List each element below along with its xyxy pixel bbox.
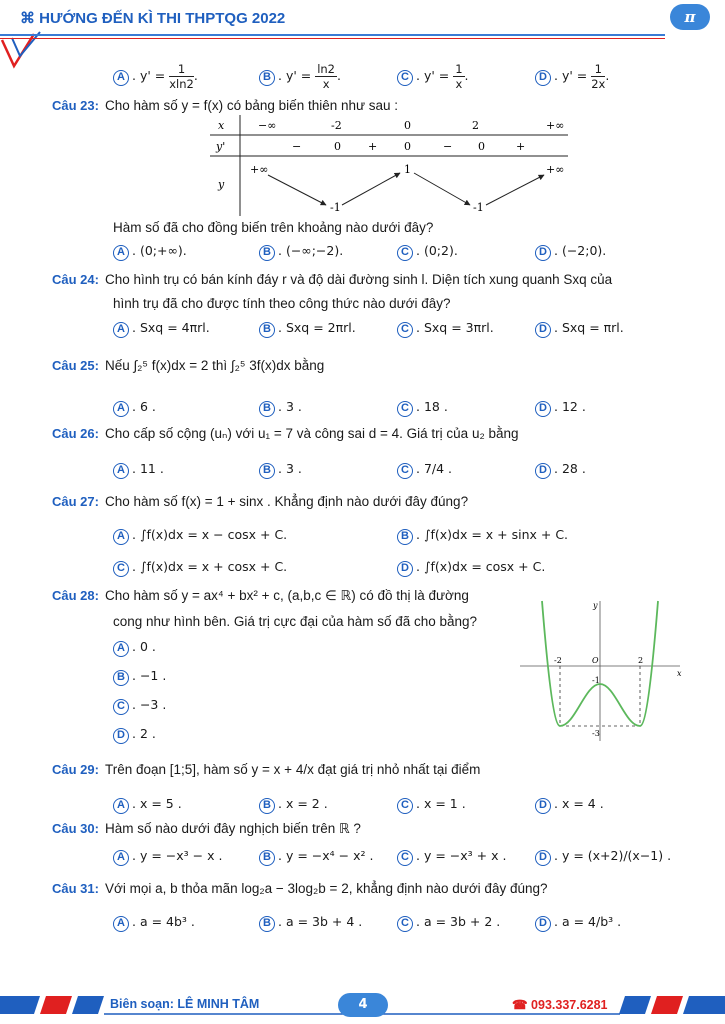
q31-option-c[interactable]: C . a = 3b + 2 . [397, 914, 500, 932]
q31-option-b[interactable]: B . a = 3b + 4 . [259, 914, 362, 932]
question-text: cong như hình bên. Giá trị cực đại của hàm số đã cho bằng? [113, 614, 478, 629]
option-text: 3 . [285, 399, 302, 414]
page-number: 4 [338, 993, 388, 1017]
option-letter: B [397, 529, 413, 545]
footer-phone: ☎ 093.337.6281 [512, 998, 608, 1012]
table-sign: + [368, 140, 378, 153]
option-letter: A [113, 798, 129, 814]
table-arrow [414, 173, 470, 205]
q30-option-d[interactable]: D . y = (x+2)/(x−1) . [535, 848, 671, 866]
q26-stem [52, 426, 518, 442]
question-label: Câu 29: [52, 762, 99, 777]
table-x-2: 2 [472, 119, 479, 132]
option-text: 6 . [139, 399, 156, 414]
option-text: (−2;0). [561, 243, 607, 258]
option-letter: C [397, 916, 413, 932]
q27-option-c[interactable]: C . ∫f(x)dx = x + cosx + C. [113, 559, 287, 577]
option-text: ∫f(x)dx = cosx + C. [423, 559, 546, 574]
table-x-label: x [218, 119, 225, 132]
q25-stem [52, 358, 324, 373]
question-label: Câu 27: [52, 494, 99, 509]
q28-stem [52, 588, 469, 604]
question-text: Hàm số nào dưới đây nghịch biến trên ℝ ? [104, 821, 361, 836]
option-text: (−∞;−2). [285, 243, 344, 258]
graph-label-x: x [677, 669, 682, 678]
q27-option-b[interactable]: B . ∫f(x)dx = x + sinx + C. [397, 527, 568, 545]
header-chevron-decoration [0, 30, 60, 70]
graph-label-origin: O [592, 656, 599, 665]
option-letter: C [397, 322, 413, 338]
q28-option-d[interactable]: D . 2 . [113, 726, 156, 744]
option-letter: B [113, 670, 129, 686]
q23-follow [113, 220, 433, 235]
question-text: Cho cấp số cộng (uₙ) với u₁ = 7 và công sai d = 4. Giá trị của u₂ bằng [104, 426, 519, 441]
option-text: Sxq = πrl. [561, 320, 624, 335]
q30-option-a[interactable]: A . y = −x³ − x . [113, 848, 222, 866]
q24-option-a[interactable]: A . Sxq = 4πrl. [113, 320, 210, 338]
option-text: (0;2). [423, 243, 458, 258]
question-text: Nếu ∫₂⁵ f(x)dx = 2 thì ∫₂⁵ 3f(x)dx bằng [104, 358, 325, 373]
option-text: x = 2 . [285, 796, 328, 811]
page-header [0, 0, 725, 50]
q26-option-d[interactable]: D . 28 . [535, 461, 586, 479]
variation-table [210, 115, 568, 216]
option-letter: A [113, 641, 129, 657]
question-label: Câu 28: [52, 588, 99, 603]
option-text: y = −x³ + x . [423, 848, 507, 863]
option-letter: D [535, 916, 551, 932]
q25-option-b[interactable]: B . 3 . [259, 399, 302, 417]
question-label: Câu 31: [52, 881, 99, 896]
option-letter: B [259, 798, 275, 814]
q27-option-d[interactable]: D . ∫f(x)dx = cosx + C. [397, 559, 545, 577]
table-sign: 0 [404, 140, 411, 153]
option-letter: B [259, 463, 275, 479]
option-text: y = −x⁴ − x² . [285, 848, 374, 863]
question-text: Với mọi a, b thỏa mãn log₂a − 3log₂b = 2, khẳng định nào dưới đây đúng? [104, 881, 548, 896]
question-text: hình trụ đã cho được tính theo công thức nào dưới đây? [113, 296, 451, 311]
option-letter: C [113, 699, 129, 715]
option-letter: D [113, 728, 129, 744]
option-letter: C [397, 245, 413, 261]
option-letter: B [259, 916, 275, 932]
option-text: ∫f(x)dx = x + sinx + C. [423, 527, 569, 542]
option-text: (0;+∞). [139, 243, 187, 258]
option-letter: D [535, 245, 551, 261]
q28-option-a[interactable]: A . 0 . [113, 639, 156, 657]
q23-option-d[interactable]: D . (−2;0). [535, 243, 606, 261]
q29-option-a[interactable]: A . x = 5 . [113, 796, 182, 814]
q31-option-d[interactable]: D . a = 4/b³ . [535, 914, 621, 932]
option-text: −1 . [139, 668, 167, 683]
table-arrow [268, 175, 326, 205]
option-text: ∫f(x)dx = x + cosx + C. [139, 559, 288, 574]
q22-option-c[interactable]: C . y' = $\frac{1}{x}$ . [397, 62, 469, 91]
question-label: Câu 30: [52, 821, 99, 836]
q26-option-c[interactable]: C . 7/4 . [397, 461, 452, 479]
option-text: Sxq = 3πrl. [423, 320, 494, 335]
graph-label-neg3: -3 [592, 729, 600, 738]
table-x-neg-inf: −∞ [258, 119, 277, 132]
option-text: 11 . [139, 461, 164, 476]
q24-option-b[interactable]: B . Sxq = 2πrl. [259, 320, 356, 338]
option-text: a = 4/b³ . [561, 914, 622, 929]
option-text: 0 . [139, 639, 156, 654]
footer-author: Biên soạn: LÊ MINH TÂM [110, 997, 260, 1011]
q23-option-c[interactable]: C . (0;2). [397, 243, 458, 261]
option-letter: D [535, 798, 551, 814]
option-letter: B [259, 850, 275, 866]
table-y-min-left: -1 [330, 201, 341, 214]
option-text: x = 5 . [139, 796, 182, 811]
option-letter: B [259, 245, 275, 261]
q22-option-b[interactable]: B . y' = $\frac{\ln 2}{x}$ . [259, 62, 341, 91]
question-text: Cho hình trụ có bán kính đáy r và độ dài đường sinh l. Diện tích xung quanh Sxq của [104, 272, 613, 287]
q30-option-b[interactable]: B . y = −x⁴ − x² . [259, 848, 373, 866]
table-sign: − [443, 140, 453, 153]
q23-option-b[interactable]: B . (−∞;−2). [259, 243, 343, 261]
graph-label-y: y [593, 601, 598, 610]
option-letter: A [113, 322, 129, 338]
q24-stem [52, 272, 612, 287]
option-text: x = 1 . [423, 796, 466, 811]
table-y-min-right: -1 [473, 201, 484, 214]
option-text: Sxq = 2πrl. [285, 320, 356, 335]
graph-label-neg1: -1 [592, 676, 600, 685]
table-sign: − [292, 140, 302, 153]
table-y-max: 1 [404, 163, 411, 176]
question-text: Trên đoạn [1;5], hàm số y = x + 4/x đạt giá trị nhỏ nhất tại điểm [104, 762, 481, 777]
question-label: Câu 24: [52, 272, 99, 287]
table-arrow [342, 173, 400, 205]
q30-option-c[interactable]: C . y = −x³ + x . [397, 848, 506, 866]
q27-option-a[interactable]: A . ∫f(x)dx = x − cosx + C. [113, 527, 287, 545]
option-letter: D [397, 561, 413, 577]
table-y-pos-inf-left: +∞ [250, 163, 269, 176]
option-letter: A [113, 401, 129, 417]
q22-option-d[interactable]: D . y' = $\frac{1}{2x}$ . [535, 62, 609, 91]
option-letter: C [397, 401, 413, 417]
option-text: 12 . [561, 399, 586, 414]
option-text: a = 3b + 4 . [285, 914, 363, 929]
option-letter: B [259, 401, 275, 417]
q29-option-d[interactable]: D . x = 4 . [535, 796, 604, 814]
header-divider-red [0, 38, 665, 39]
question-text: Hàm số đã cho đồng biến trên khoảng nào dưới đây? [113, 220, 434, 235]
q23-stem [52, 98, 398, 113]
table-sign: + [516, 140, 526, 153]
page-footer [0, 988, 725, 1024]
option-letter: C [113, 561, 129, 577]
option-text: ∫f(x)dx = x − cosx + C. [139, 527, 288, 542]
option-letter: A [113, 850, 129, 866]
header-divider [0, 34, 665, 36]
question-text: Cho hàm số f(x) = 1 + sinx . Khẳng định nào dưới đây đúng? [104, 494, 469, 509]
q24-option-c[interactable]: C . Sxq = 3πrl. [397, 320, 494, 338]
option-letter: D [535, 850, 551, 866]
question-text: Cho hàm số y = f(x) có bảng biến thiên như sau : [104, 98, 399, 113]
option-letter: A [113, 463, 129, 479]
option-letter: A [113, 529, 129, 545]
option-text: y = (x+2)/(x−1) . [561, 848, 672, 863]
q26-option-b[interactable]: B . 3 . [259, 461, 302, 479]
option-text: 28 . [561, 461, 586, 476]
question-label: Câu 25: [52, 358, 99, 373]
q29-option-c[interactable]: C . x = 1 . [397, 796, 466, 814]
question-text: Cho hàm số y = ax⁴ + bx² + c, (a,b,c ∈ ℝ) có đồ thị là đường [104, 588, 469, 603]
q24-stem-line2 [113, 296, 451, 311]
option-letter: A [113, 70, 129, 86]
table-yprime-label: y' [216, 140, 226, 153]
q26-option-a[interactable]: A . 11 . [113, 461, 164, 479]
option-letter: D [535, 463, 551, 479]
q22-option-a[interactable]: A . y' = $\frac{1}{xln2}$ . [113, 62, 198, 91]
table-x-pos-inf: +∞ [546, 119, 565, 132]
q28-function-graph [520, 596, 685, 741]
option-letter: B [259, 322, 275, 338]
q23-option-a[interactable]: A . (0;+∞). [113, 243, 187, 261]
q29-option-b[interactable]: B . x = 2 . [259, 796, 328, 814]
option-letter: C [397, 70, 413, 86]
option-letter: B [259, 70, 275, 86]
question-label: Câu 23: [52, 98, 99, 113]
option-letter: C [397, 798, 413, 814]
option-letter: C [397, 463, 413, 479]
table-x-0: 0 [404, 119, 411, 132]
option-text: a = 4b³ . [139, 914, 195, 929]
q28-option-c[interactable]: C . −3 . [113, 697, 166, 715]
option-text: x = 4 . [561, 796, 604, 811]
option-text: 3 . [285, 461, 302, 476]
table-arrow [486, 175, 544, 205]
q25-option-c[interactable]: C . 18 . [397, 399, 448, 417]
table-sign: 0 [478, 140, 485, 153]
question-label: Câu 26: [52, 426, 99, 441]
table-sign: 0 [334, 140, 341, 153]
q29-stem [52, 762, 480, 777]
q28-option-b[interactable]: B . −1 . [113, 668, 166, 686]
table-x-neg2: -2 [331, 119, 342, 132]
option-letter: D [535, 401, 551, 417]
option-letter: A [113, 916, 129, 932]
q30-stem [52, 821, 361, 837]
q27-stem [52, 494, 468, 509]
graph-label-2: 2 [638, 656, 644, 665]
option-letter: D [535, 70, 551, 86]
header-title: ⌘ HƯỚNG ĐẾN KÌ THI THPTQG 2022 [20, 10, 286, 27]
option-text: a = 3b + 2 . [423, 914, 501, 929]
table-y-pos-inf-right: +∞ [546, 163, 565, 176]
option-letter: C [397, 850, 413, 866]
q31-option-a[interactable]: A . a = 4b³ . [113, 914, 195, 932]
table-y-label: y [218, 178, 225, 191]
q25-option-a[interactable]: A . 6 . [113, 399, 156, 417]
option-text: Sxq = 4πrl. [139, 320, 210, 335]
q31-stem [52, 881, 548, 896]
option-text: 7/4 . [423, 461, 453, 476]
option-text: y = −x³ − x . [139, 848, 223, 863]
q28-stem-line2 [113, 614, 477, 629]
graph-label-neg2: -2 [554, 656, 562, 665]
pi-badge: π [670, 4, 710, 30]
option-text: 18 . [423, 399, 448, 414]
q24-option-d[interactable]: D . Sxq = πrl. [535, 320, 624, 338]
option-letter: A [113, 245, 129, 261]
option-letter: D [535, 322, 551, 338]
option-text: 2 . [139, 726, 156, 741]
option-text: −3 . [139, 697, 167, 712]
q25-option-d[interactable]: D . 12 . [535, 399, 586, 417]
